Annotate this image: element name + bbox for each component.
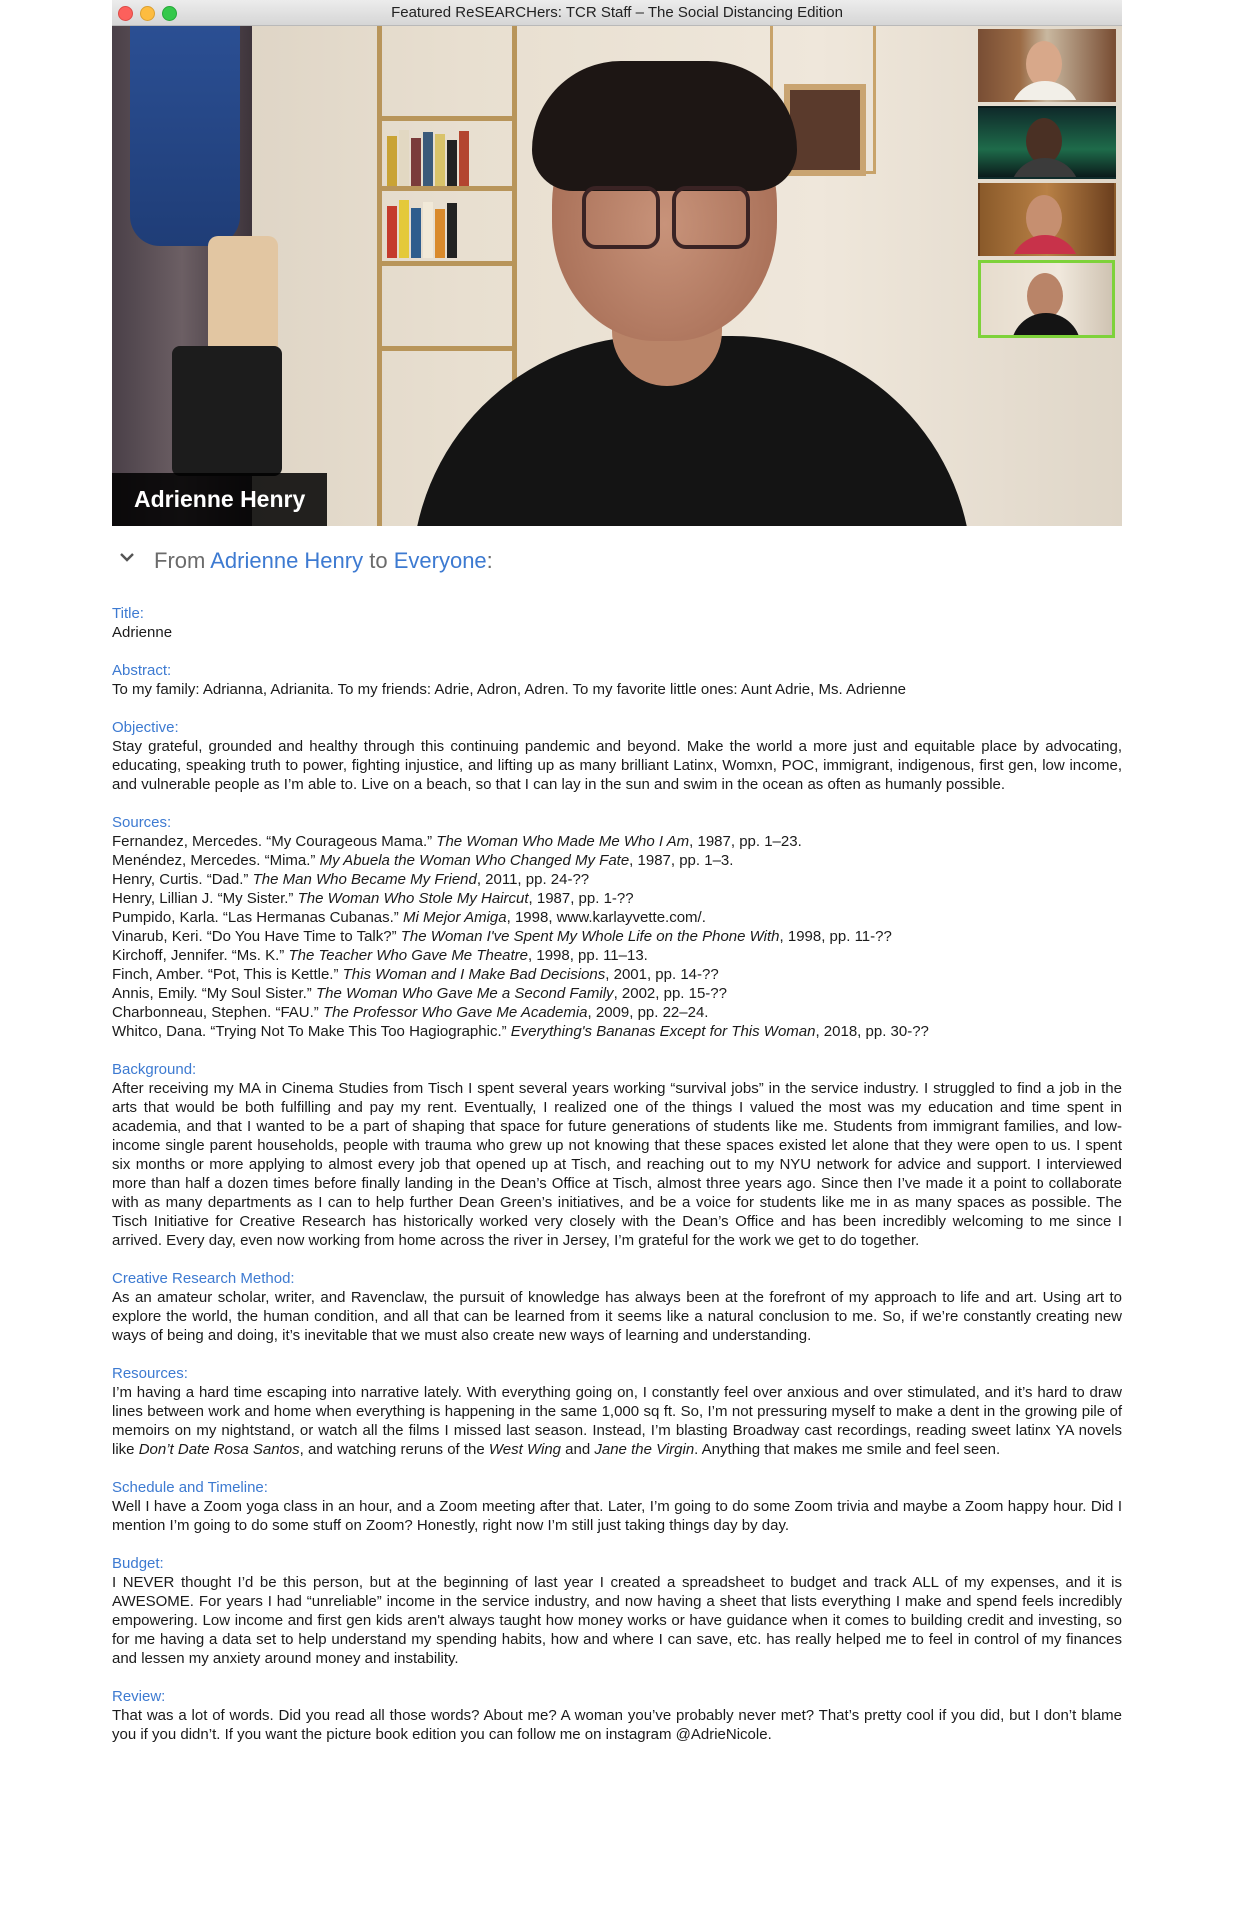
- section-schedule: [112, 1478, 1122, 1535]
- framed-photo: [784, 84, 866, 176]
- participant-thumbnail[interactable]: [978, 106, 1116, 179]
- section-heading: Title:: [112, 605, 144, 622]
- participant-torso: [1010, 81, 1080, 102]
- source-details: , 1987, pp. 1-??: [528, 890, 634, 907]
- section-method: [112, 1269, 1122, 1345]
- source-title: The Woman Who Gave Me a Second Family: [315, 985, 614, 1002]
- maximize-window-button[interactable]: [162, 6, 177, 21]
- hanging-jacket: [130, 26, 240, 246]
- source-citation: Finch, Amber. “Pot, This is Kettle.”: [112, 966, 343, 983]
- source-title: Everything's Bananas Except for This Woman: [510, 1023, 816, 1040]
- resources-text: and: [561, 1441, 595, 1458]
- message-header: [154, 548, 1122, 574]
- participant-torso: [1011, 313, 1081, 338]
- source-citation: Kirchoff, Jennifer. “Ms. K.”: [112, 947, 289, 964]
- shelf-board: [377, 261, 517, 266]
- source-citation: Menéndez, Mercedes. “Mima.”: [112, 852, 320, 869]
- section-heading: Resources:: [112, 1365, 188, 1382]
- source-citation: Vinarub, Keri. “Do You Have Time to Talk?”: [112, 928, 401, 945]
- source-entry: [112, 965, 1122, 984]
- source-citation: Whitco, Dana. “Trying Not To Make This Too Hagiographic.”: [112, 1023, 511, 1040]
- section-resources: [112, 1364, 1122, 1459]
- meeting-window: [112, 0, 1122, 526]
- source-citation: Charbonneau, Stephen. “FAU.”: [112, 1004, 323, 1021]
- sources-list: [112, 832, 1122, 1041]
- participant-torso: [1010, 235, 1080, 256]
- source-entry: [112, 927, 1122, 946]
- show-title: West Wing: [488, 1441, 561, 1458]
- source-details: , 1998, pp. 11-??: [779, 928, 892, 945]
- chat-message: [112, 548, 1122, 1763]
- source-title: This Woman and I Make Bad Decisions: [342, 966, 606, 983]
- section-text: To my family: Adrianna, Adrianita. To my friends: Adrie, Adron, Adren. To my favorite little ones: Aunt Adrie, Ms. Adrienne: [112, 681, 907, 698]
- source-entry: [112, 1003, 1122, 1022]
- source-details: , 2009, pp. 22–24.: [587, 1004, 709, 1021]
- recipient-name[interactable]: Everyone: [393, 548, 487, 573]
- section-sources: [112, 813, 1122, 1041]
- to-label: to: [369, 548, 388, 573]
- source-title: The Teacher Who Gave Me Theatre: [288, 947, 529, 964]
- section-heading: Abstract:: [112, 662, 172, 679]
- source-entry: [112, 908, 1122, 927]
- book-title: Don’t Date Rosa Santos: [138, 1441, 300, 1458]
- participant-thumbnails: [978, 29, 1122, 342]
- section-heading: Schedule and Timeline:: [112, 1479, 268, 1496]
- resources-text: . Anything that makes me smile and feel seen.: [694, 1441, 1001, 1458]
- show-title: Jane the Virgin: [594, 1441, 695, 1458]
- participant-thumbnail[interactable]: [978, 29, 1116, 102]
- sender-name[interactable]: Adrienne Henry: [210, 548, 364, 573]
- section-heading: Review:: [112, 1688, 166, 1705]
- section-objective: [112, 718, 1122, 794]
- source-entry: [112, 832, 1122, 851]
- source-title: The Woman Who Stole My Haircut: [297, 890, 529, 907]
- section-text: Adrienne: [112, 624, 173, 641]
- section-text: After receiving my MA in Cinema Studies from Tisch I spent several years working “survival jobs” in the service industry. I struggled to find a job in the arts that would be both fulfilling and pay my rent. Eventually, I realized one of the things I valued the most was my education and time spent in academia, and that I wanted to be a part of shaping that space for future generations of students like me. Students from immigrant families, and low-income single parent households, people with trauma who grew up not knowing that these spaces existed let alone that they were open to us. I spent six months or more applying to almost every job that opened up at Tisch, and reaching out to my NYU network for advice and support. I interviewed more than half a dozen times before finally landing in the Dean’s Office at Tisch, almost three years ago. Since then I’ve made it a point to collaborate with as many departments as I can to help further Dean Green’s initiatives, and be a voice for students like me in as many spaces as possible. The Tisch Initiative for Creative Research has historically worked very closely with the Dean’s Office and has been incredibly welcoming to me since I arrived. Every day, even now working from home across the river in Jersey, I’m grateful for the work we get to do together.: [112, 1080, 1122, 1249]
- source-entry: [112, 870, 1122, 889]
- source-entry: [112, 889, 1122, 908]
- source-details: , 2001, pp. 14-??: [605, 966, 719, 983]
- title-bar: [112, 0, 1122, 26]
- source-entry: [112, 851, 1122, 870]
- message-body: [112, 604, 1122, 1744]
- participant-thumbnail-active[interactable]: [978, 260, 1115, 338]
- section-text: [112, 1383, 1122, 1459]
- source-details: , 1987, pp. 1–3.: [629, 852, 734, 869]
- window-controls: [118, 6, 177, 21]
- source-title: The Woman I've Spent My Whole Life on the Phone With: [400, 928, 780, 945]
- speaker-name-label: Adrienne Henry: [112, 473, 327, 526]
- source-title: The Man Who Became My Friend: [252, 871, 477, 888]
- source-details: , 1998, pp. 11–13.: [528, 947, 648, 964]
- section-heading: Objective:: [112, 719, 179, 736]
- speaker-glasses: [582, 186, 752, 246]
- book-row: [387, 126, 507, 186]
- speaker-hair: [532, 61, 797, 191]
- source-citation: Henry, Curtis. “Dad.”: [112, 871, 253, 888]
- section-heading: Creative Research Method:: [112, 1270, 295, 1287]
- section-text: I NEVER thought I’d be this person, but at the beginning of last year I created a spreadsheet to budget and track ALL of my expenses, and it is AWESOME. For years I had “unreliable” income in the service industry, and now having a sheet that lists everything I make and spend feels incredibly empowering. Low income and first gen kids aren't always taught how money works or have guidance when it comes to building credit and investing, so for me having a data set to help understand my spending habits, how and where I can save, etc. has really helped me to feel in control of my finances and lessen my anxiety around money and instability.: [112, 1574, 1122, 1667]
- source-details: , 2011, pp. 24-??: [476, 871, 590, 888]
- source-citation: Pumpido, Karla. “Las Hermanas Cubanas.”: [112, 909, 403, 926]
- chevron-down-icon[interactable]: [118, 548, 136, 566]
- section-review: [112, 1687, 1122, 1744]
- source-citation: Fernandez, Mercedes. “My Courageous Mama.”: [112, 833, 437, 850]
- source-title: Mi Mejor Amiga: [402, 909, 507, 926]
- section-text: Stay grateful, grounded and healthy through this continuing pandemic and beyond. Make the world a more just and equitable place by advocating, educating, speaking truth to power, fighting injustice, and lifting up as many brilliant Latinx, Womxn, POC, immigrant, indigenous, first gen, low income, and vulnerable people as I’m able to. Live on a beach, so that I can lay in the sun and swim in the ocean as often as humanly possible.: [112, 738, 1122, 793]
- source-details: , 1987, pp. 1–23.: [689, 833, 802, 850]
- source-details: , 1998, www.karlayvette.com/.: [506, 909, 706, 926]
- participant-thumbnail[interactable]: [978, 183, 1116, 256]
- source-details: , 2002, pp. 15-??: [613, 985, 727, 1002]
- section-budget: [112, 1554, 1122, 1668]
- source-title: The Professor Who Gave Me Academia: [322, 1004, 588, 1021]
- tote-bag: [172, 346, 282, 476]
- section-text: As an amateur scholar, writer, and Ravenclaw, the pursuit of knowledge has always been at the forefront of my approach to life and art. Using art to explore the world, the human condition, and all that can be learned from it seems like a natural conclusion to me. So, if we’re constantly creating new ways of being and doing, it’s inevitable that we must also create new ways of learning and understanding.: [112, 1289, 1122, 1344]
- resources-text: , and watching reruns of the: [299, 1441, 489, 1458]
- shelf-board: [377, 116, 517, 121]
- source-citation: Henry, Lillian J. “My Sister.”: [112, 890, 298, 907]
- section-title: [112, 604, 1122, 642]
- source-citation: Annis, Emily. “My Soul Sister.”: [112, 985, 316, 1002]
- shelf-board: [377, 186, 517, 191]
- source-title: The Woman Who Made Me Who I Am: [436, 833, 690, 850]
- section-text: That was a lot of words. Did you read all those words? About me? A woman you’ve probably never met? That’s pretty cool if you did, but I don’t blame you if you didn’t. If you want the picture book edition you can follow me on instagram @AdrieNicole.: [112, 1707, 1122, 1743]
- source-details: , 2018, pp. 30-??: [815, 1023, 929, 1040]
- section-background: [112, 1060, 1122, 1250]
- close-window-button[interactable]: [118, 6, 133, 21]
- section-abstract: [112, 661, 1122, 699]
- from-label: From: [154, 548, 206, 573]
- source-entry: [112, 984, 1122, 1003]
- participant-torso: [1010, 158, 1080, 179]
- resources-text: I’m having a hard time escaping into narrative lately. With everything going on, I constantly feel over anxious and over stimulated, and it’s hard to draw lines between work and home when everything is happening in the same 1,000 sq ft. So, I’m not pressuring myself to make a dent in the growing pile of memoirs on my nightstand, or watch all the films I missed last season. Instead, I’m blasting Broadway cast recordings, reading sweet latinx YA novels like: [112, 1384, 1122, 1458]
- shelf-board: [377, 346, 517, 351]
- source-entry: [112, 946, 1122, 965]
- section-text: Well I have a Zoom yoga class in an hour, and a Zoom meeting after that. Later, I’m going to do some Zoom trivia and maybe a Zoom happy hour. Did I mention I’m going to do some stuff on Zoom? Honestly, right now I’m still just taking things day by day.: [112, 1498, 1122, 1534]
- window-title: Featured ReSEARCHers: TCR Staff – The Social Distancing Edition: [391, 4, 843, 21]
- section-heading: Budget:: [112, 1555, 164, 1572]
- minimize-window-button[interactable]: [140, 6, 155, 21]
- source-entry: [112, 1022, 1122, 1041]
- section-heading: Background:: [112, 1061, 197, 1078]
- book-row: [387, 198, 507, 258]
- section-heading: Sources:: [112, 814, 172, 831]
- source-title: My Abuela the Woman Who Changed My Fate: [319, 852, 630, 869]
- header-colon: :: [486, 548, 493, 573]
- main-video-feed[interactable]: [112, 26, 1122, 526]
